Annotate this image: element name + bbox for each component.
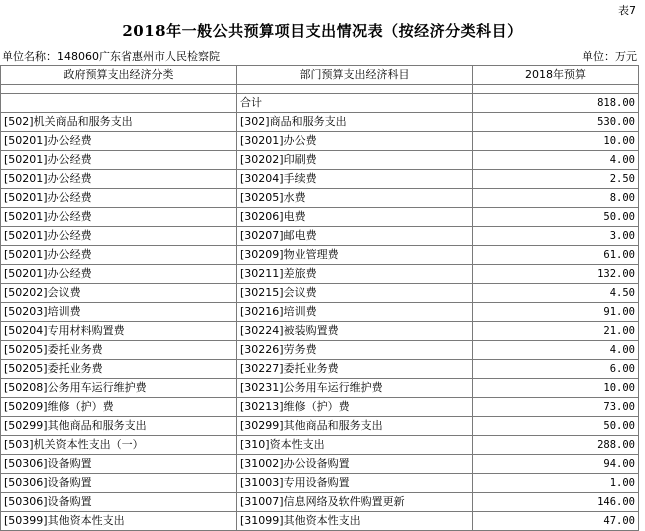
amount-cell: 94.00 (473, 455, 639, 474)
dept-class-cell: [30216]培训费 (237, 303, 473, 322)
gov-class-cell: [50202]会议费 (1, 284, 237, 303)
header-row (1, 66, 639, 85)
gov-class-cell: [50306]设备购置 (1, 455, 237, 474)
dept-class-cell: [30231]公务用车运行维护费 (237, 379, 473, 398)
gov-class-cell: [50399]其他资本性支出 (1, 512, 237, 531)
table-row (1, 246, 639, 265)
gov-class-cell: [50201]办公经费 (1, 265, 237, 284)
gov-class-cell: [50201]办公经费 (1, 132, 237, 151)
gov-class-cell: [502]机关商品和服务支出 (1, 113, 237, 132)
gov-class-cell: [50205]委托业务费 (1, 360, 237, 379)
table-row (1, 398, 639, 417)
table-row (1, 94, 639, 113)
table-row (1, 455, 639, 474)
amount-cell: 3.00 (473, 227, 639, 246)
gov-class-cell: [50201]办公经费 (1, 227, 237, 246)
page-title: 2018年一般公共预算项目支出情况表（按经济分类科目） (122, 22, 523, 40)
amount-cell: 50.00 (473, 208, 639, 227)
gov-class-cell: [50299]其他商品和服务支出 (1, 417, 237, 436)
amount-cell: 91.00 (473, 303, 639, 322)
table-row (1, 113, 639, 132)
table-row (1, 436, 639, 455)
gov-class-cell: [50306]设备购置 (1, 493, 237, 512)
dept-class-cell: [31002]办公设备购置 (237, 455, 473, 474)
table-row (1, 227, 639, 246)
table-row (1, 322, 639, 341)
dept-class-cell: [30211]差旅费 (237, 265, 473, 284)
gov-class-cell: [50204]专用材料购置费 (1, 322, 237, 341)
blank-cell (473, 85, 639, 94)
amount-cell: 50.00 (473, 417, 639, 436)
dept-class-cell: [30213]维修（护）费 (237, 398, 473, 417)
dept-class-cell: [31099]其他资本性支出 (237, 512, 473, 531)
gov-class-cell: [50201]办公经费 (1, 246, 237, 265)
amount-cell: 61.00 (473, 246, 639, 265)
amount-cell: 530.00 (473, 113, 639, 132)
table-row (1, 170, 639, 189)
table-row (1, 303, 639, 322)
amount-cell: 10.00 (473, 379, 639, 398)
table-row (1, 132, 639, 151)
dept-class-cell: [30209]物业管理费 (237, 246, 473, 265)
amount-cell: 4.00 (473, 341, 639, 360)
table-row (1, 151, 639, 170)
gov-class-cell: [50205]委托业务费 (1, 341, 237, 360)
blank-row (1, 85, 639, 94)
table-row (1, 379, 639, 398)
budget-table (0, 65, 639, 531)
amount-cell: 4.50 (473, 284, 639, 303)
gov-class-cell: [50209]维修（护）费 (1, 398, 237, 417)
header-amount: 2018年预算 (473, 66, 639, 85)
gov-class-cell: [50201]办公经费 (1, 208, 237, 227)
dept-class-cell: 合计 (237, 94, 473, 113)
dept-class-cell: [30226]劳务费 (237, 341, 473, 360)
dept-class-cell: [30224]被装购置费 (237, 322, 473, 341)
amount-cell: 6.00 (473, 360, 639, 379)
table-row (1, 341, 639, 360)
table-row (1, 512, 639, 531)
dept-class-cell: [30206]电费 (237, 208, 473, 227)
dept-class-cell: [30201]办公费 (237, 132, 473, 151)
amount-cell: 73.00 (473, 398, 639, 417)
amount-cell: 4.00 (473, 151, 639, 170)
table-row (1, 493, 639, 512)
header-dept-class: 部门预算支出经济科目 (237, 66, 473, 85)
amount-cell: 288.00 (473, 436, 639, 455)
dept-class-cell: [30205]水费 (237, 189, 473, 208)
table-number: 表7 (618, 4, 636, 17)
amount-cell: 47.00 (473, 512, 639, 531)
amount-cell: 10.00 (473, 132, 639, 151)
amount-cell: 1.00 (473, 474, 639, 493)
amount-cell: 8.00 (473, 189, 639, 208)
gov-class-cell: [50201]办公经费 (1, 170, 237, 189)
gov-class-cell: [50208]公务用车运行维护费 (1, 379, 237, 398)
amount-cell: 146.00 (473, 493, 639, 512)
meta-row (0, 47, 645, 64)
currency-unit-label: 单位：万元 (582, 50, 637, 63)
dept-class-cell: [31007]信息网络及软件购置更新 (237, 493, 473, 512)
table-row (1, 208, 639, 227)
gov-class-cell: [50201]办公经费 (1, 189, 237, 208)
gov-class-cell: [50306]设备购置 (1, 474, 237, 493)
dept-class-cell: [30207]邮电费 (237, 227, 473, 246)
dept-class-cell: [30204]手续费 (237, 170, 473, 189)
dept-class-cell: [31003]专用设备购置 (237, 474, 473, 493)
dept-class-cell: [30227]委托业务费 (237, 360, 473, 379)
dept-class-cell: [302]商品和服务支出 (237, 113, 473, 132)
gov-class-cell (1, 94, 237, 113)
amount-cell: 21.00 (473, 322, 639, 341)
dept-class-cell: [30202]印刷费 (237, 151, 473, 170)
dept-class-cell: [30299]其他商品和服务支出 (237, 417, 473, 436)
header-gov-class: 政府预算支出经济分类 (1, 66, 237, 85)
dept-class-cell: [310]资本性支出 (237, 436, 473, 455)
table-row (1, 360, 639, 379)
gov-class-cell: [50203]培训费 (1, 303, 237, 322)
gov-class-cell: [50201]办公经费 (1, 151, 237, 170)
amount-cell: 818.00 (473, 94, 639, 113)
table-row (1, 474, 639, 493)
table-row (1, 265, 639, 284)
table-row (1, 284, 639, 303)
dept-class-cell: [30215]会议费 (237, 284, 473, 303)
unit-name-label: 单位名称：148060广东省惠州市人民检察院 (2, 50, 220, 63)
table-row (1, 189, 639, 208)
blank-cell (1, 85, 237, 94)
gov-class-cell: [503]机关资本性支出（一） (1, 436, 237, 455)
table-row (1, 417, 639, 436)
amount-cell: 2.50 (473, 170, 639, 189)
blank-cell (237, 85, 473, 94)
amount-cell: 132.00 (473, 265, 639, 284)
